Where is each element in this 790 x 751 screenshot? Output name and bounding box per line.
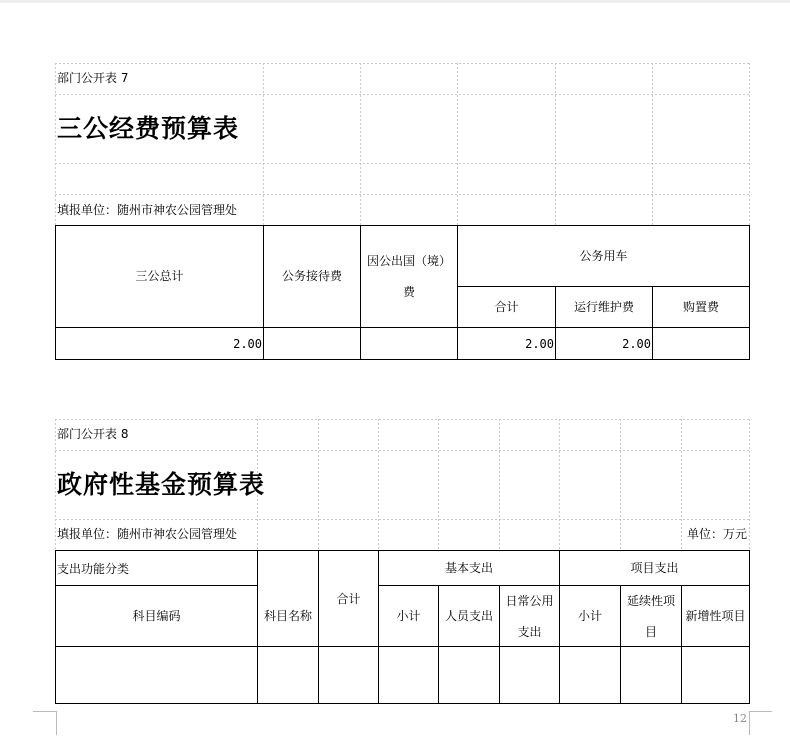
table-8-caption: 部门公开表 8	[57, 427, 129, 441]
header-public-line1: 日常公用	[505, 594, 554, 608]
header-project-expense: 项目支出	[630, 561, 679, 575]
header-vehicle-total: 合计	[494, 300, 519, 314]
header-vehicle-purchase: 购置费	[682, 300, 719, 314]
header-reception: 公务接待费	[281, 269, 342, 283]
page-number: 12	[733, 712, 747, 725]
header-sangong-total: 三公总计	[135, 269, 184, 283]
header-function-class: 支出功能分类	[57, 562, 130, 576]
header-continuing-line1: 延续性项	[626, 594, 675, 608]
cell-sangong-total: 2.00	[233, 337, 262, 351]
table-7-unit-label: 填报单位：随州市神农公园管理处	[57, 203, 238, 217]
header-continuing-line2: 目	[644, 625, 657, 639]
header-abroad-line1: 因公出国（境）	[366, 254, 451, 268]
header-public-line2: 支出	[517, 625, 542, 639]
header-new-project: 新增性项目	[685, 609, 746, 623]
table-8-unit-label: 填报单位：随州市神农公园管理处	[57, 527, 238, 541]
header-subject-code: 科目编码	[132, 609, 181, 623]
header-personnel: 人员支出	[444, 609, 493, 623]
header-basic-subtotal: 小计	[396, 609, 421, 623]
header-vehicle: 公务用车	[579, 249, 628, 263]
page-margin-marks	[33, 711, 772, 735]
cell-vehicle-maintenance: 2.00	[622, 337, 651, 351]
header-project-subtotal: 小计	[577, 609, 602, 623]
table-7-title: 三公经费预算表	[57, 114, 240, 143]
header-subject-name: 科目名称	[263, 609, 312, 623]
cell-vehicle-total: 2.00	[525, 337, 554, 351]
table-8-unit-right: 单位：万元	[686, 527, 747, 541]
header-basic-expense: 基本支出	[444, 561, 493, 575]
header-total: 合计	[336, 592, 361, 606]
header-abroad-line2: 费	[402, 285, 415, 299]
table-8-title: 政府性基金预算表	[57, 470, 266, 499]
header-vehicle-maintenance: 运行维护费	[573, 300, 634, 314]
table-7-caption: 部门公开表 7	[57, 71, 129, 85]
